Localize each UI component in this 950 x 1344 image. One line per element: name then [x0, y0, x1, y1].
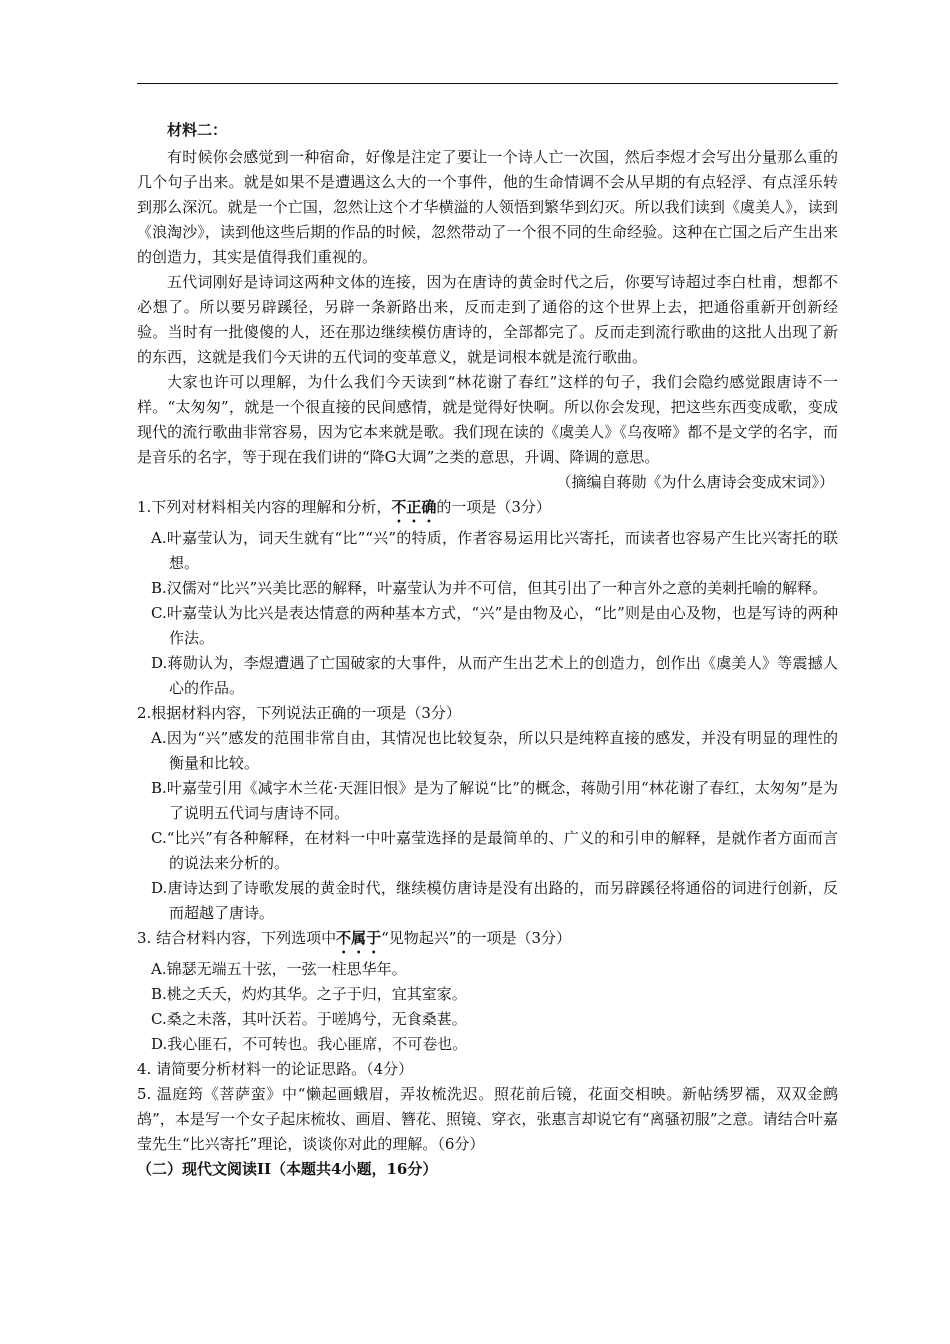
- section-heading: （二）现代文阅读II（本题共4小题，16分）: [137, 1160, 438, 1178]
- question-3-option: C.桑之未落，其叶沃若。于嗟鸠兮，无食桑葚。: [151, 1010, 467, 1028]
- question-2-option: A.因为“兴”感发的范围非常自由，其情况也比较复杂，所以只是纯粹直接的感发，并没有明显的理性的衡量和比较。: [151, 729, 838, 772]
- emphasis-text: 不正确: [391, 498, 437, 516]
- question-3-option: B.桃之夭夭，灼灼其华。之子于归，宜其室家。: [151, 985, 467, 1003]
- question-3-stem: 3. 结合材料内容，下列选项中不属于“见物起兴”的一项是（3分）: [137, 929, 571, 947]
- material-title: 材料二：: [167, 121, 228, 139]
- emphasis-text: 不属于: [336, 929, 382, 947]
- question-1-option: D.蒋勋认为，李煜遭遇了亡国破家的大事件，从而产生出艺术上的创造力，创作出《虞美人》等震撼人心的作品。: [151, 654, 838, 697]
- exam-page: [137, 118, 838, 1182]
- question-1-stem: 1.下列对材料相关内容的理解和分析，不正确的一项是（3分）: [137, 498, 551, 516]
- question-2-stem: 2.根据材料内容，下列说法正确的一项是（3分）: [137, 704, 461, 722]
- question-5-stem: 5. 温庭筠《菩萨蛮》中“懒起画蛾眉，弄妆梳洗迟。照花前后镜，花面交相映。新帖绣罗襦，双双金鹧鸪”，本是写一个女子起床梳妆、画眉、簪花、照镜、穿衣，张惠言却说它有“离骚初服”之意。请结合叶嘉莹先生“比兴寄托”理论，谈谈你对此的理解。（6分）: [137, 1085, 838, 1153]
- question-2-option: D.唐诗达到了诗歌发展的黄金时代，继续模仿唐诗是没有出路的，而另辟蹊径将通俗的词进行创新，反而超越了唐诗。: [151, 879, 838, 922]
- material-paragraph: 有时候你会感觉到一种宿命，好像是注定了要让一个诗人亡一次国，然后李煜才会写出分量那么重的几个句子出来。就是如果不是遭遇这么大的一个事件，他的生命情调不会从早期的有点轻浮、有点淫乐转到那么深沉。就是一个亡国，忽然让这个才华横溢的人领悟到繁华到幻灭。所以我们读到《虞美人》，读到《浪淘沙》，读到他这些后期的作品的时候，忽然带动了一个很不同的生命经验。这种在亡国之后产生出来的创造力，其实是值得我们重视的。: [137, 148, 838, 266]
- material-source: （摘编自蒋勋《为什么唐诗会变成宋词》）: [556, 473, 834, 491]
- header-rule: [137, 83, 838, 84]
- question-3-option: A.锦瑟无端五十弦，一弦一柱思华年。: [151, 960, 407, 978]
- question-1-option: A.叶嘉莹认为，词天生就有“比”“兴”的特质，作者容易运用比兴寄托，而读者也容易产生比兴寄托的联想。: [151, 529, 838, 572]
- question-2-option: B.叶嘉莹引用《减字木兰花·天涯旧恨》是为了解说“比”的概念，蒋勋引用“林花谢了春红，太匆匆”是为了说明五代词与唐诗不同。: [151, 779, 838, 822]
- material-paragraph: 五代词刚好是诗词这两种文体的连接，因为在唐诗的黄金时代之后，你要写诗超过李白杜甫，想都不必想了。所以要另辟蹊径，另辟一条新路出来，反而走到了通俗的这个世界上去，把通俗重新开创新经验。当时有一批傻傻的人，还在那边继续模仿唐诗的，全部都完了。反而走到流行歌曲的这批人出现了新的东西，这就是我们今天讲的五代词的变革意义，就是词根本就是流行歌曲。: [137, 273, 838, 366]
- material-paragraph: 大家也许可以理解，为什么我们今天读到“林花谢了春红”这样的句子，我们会隐约感觉跟唐诗不一样。“太匆匆”，就是一个很直接的民间感情，就是觉得好快啊。所以你会发现，把这些东西变成歌，变成现代的流行歌曲非常容易，因为它本来就是歌。我们现在读的《虞美人》《乌夜啼》都不是文学的名字，而是音乐的名字，等于现在我们讲的“降G大调”之类的意思，升调、降调的意思。: [137, 373, 838, 466]
- question-2-option: C.“比兴”有各种解释，在材料一中叶嘉莹选择的是最简单的、广义的和引申的解释，是就作者方面而言的说法来分析的。: [151, 829, 838, 872]
- question-1-option: B.汉儒对“比兴”兴美比恶的解释，叶嘉莹认为并不可信，但其引出了一种言外之意的美刺托喻的解释。: [151, 579, 828, 597]
- question-1-option: C.叶嘉莹认为比兴是表达情意的两种基本方式，“兴”是由物及心，“比”则是由心及物，也是写诗的两种作法。: [151, 604, 838, 647]
- question-4-stem: 4. 请简要分析材料一的论证思路。（4分）: [137, 1060, 414, 1078]
- question-3-option: D.我心匪石，不可转也。我心匪席，不可卷也。: [151, 1035, 468, 1053]
